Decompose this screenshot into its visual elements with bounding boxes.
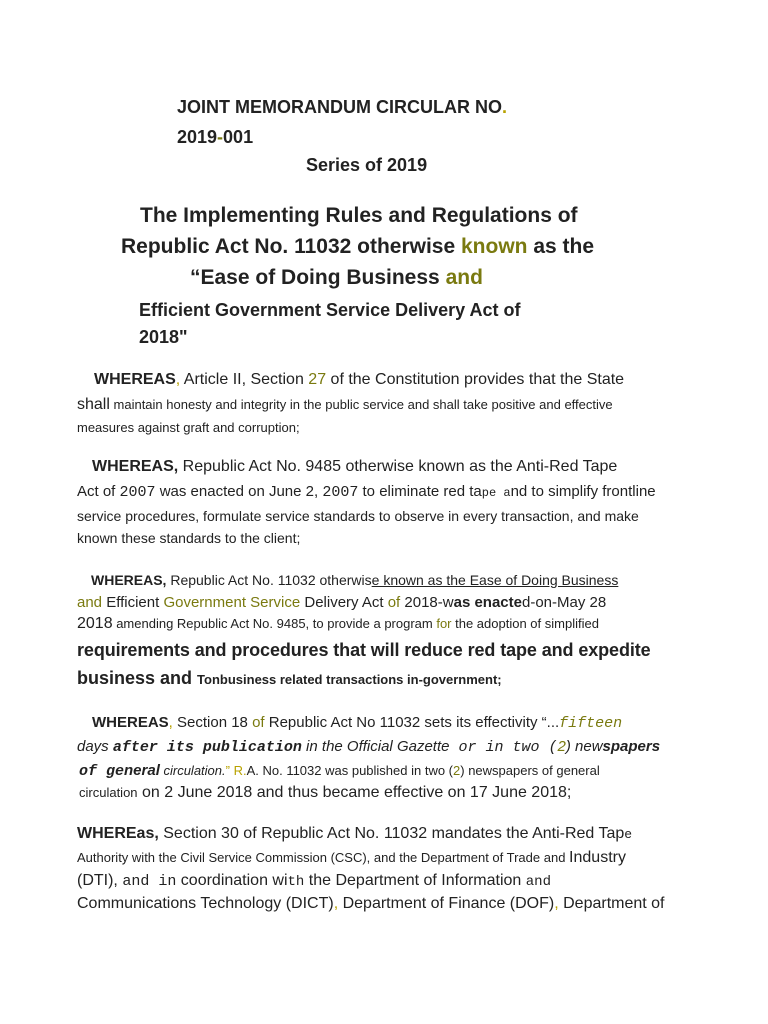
- p4-l3c: circulation.: [159, 763, 226, 778]
- title-line-2c: as the: [527, 235, 595, 258]
- title-line-2b: known: [461, 235, 528, 258]
- p5-l3c: coordination wi: [176, 872, 288, 889]
- title-line-2: [121, 235, 594, 259]
- p4-l3e: A. No. 11032 was published in two (: [246, 763, 454, 778]
- p4-l3d: ” R.: [225, 763, 247, 778]
- p5-l3e: the Department of Information: [304, 872, 526, 889]
- p5-l3d: th: [287, 874, 305, 890]
- p3-l2f: 2018-w: [400, 594, 454, 611]
- p3-l3c: for: [436, 616, 452, 631]
- p4-comma: ,: [168, 714, 173, 731]
- p3-l3a: 2018: [77, 615, 113, 632]
- title-line-1: The Implementing Rules and Regulations of: [140, 204, 578, 227]
- p5-l3a: (DTI),: [77, 872, 123, 889]
- p4-t1: Section 18: [172, 714, 253, 731]
- p4-l4b: on 2 June 2018 and thus became effective on 17 June 2018;: [137, 784, 572, 801]
- p2-l2f: pe a: [481, 486, 511, 500]
- p3-l2a: and: [77, 594, 103, 611]
- title-line-3a: “Ease of Doing Business: [190, 266, 446, 289]
- p5-line-4: [77, 895, 665, 913]
- p5-l4e: Department of: [558, 895, 665, 912]
- circular-number-year: 2019: [177, 127, 218, 147]
- p5-l2b: Industry: [569, 849, 626, 866]
- p2-line-4: known these standards to the client;: [77, 530, 301, 546]
- p3-line-4: requirements and procedures that will reduce red tape and expedite: [77, 640, 651, 660]
- p5-l3f: and: [525, 874, 551, 890]
- p5-l4b: ,: [333, 895, 339, 912]
- circular-number-seq: 001: [223, 127, 254, 147]
- p4-l3f: 2: [453, 763, 461, 778]
- p3-text-1: Republic Act No. 11032 otherwis: [166, 572, 372, 588]
- title-line-5: 2018": [139, 327, 188, 347]
- p4-line-4: [79, 784, 571, 802]
- p3-l5b: Tonbusiness related transactions in-government;: [197, 672, 502, 687]
- series-label: Series of 2019: [306, 155, 428, 175]
- p5-l4d: ,: [554, 895, 559, 912]
- p4-l2c: in the Official: [301, 738, 397, 755]
- p5-t1b: e: [624, 827, 633, 842]
- p3-l3d: the adoption of simplified: [451, 616, 599, 631]
- p4-l3g: ) newspapers of general: [460, 763, 600, 778]
- p4-l2e: or in two (: [449, 739, 558, 756]
- p3-l2d: Delivery Act: [300, 594, 388, 611]
- p4-l2d: Gazette: [396, 738, 450, 755]
- circular-number-dash: -: [217, 127, 224, 147]
- p1-text-1: Article II, Section: [180, 371, 309, 388]
- p5-l4c: Department of Finance (DOF): [338, 895, 555, 912]
- p4-l2a: days: [77, 738, 113, 755]
- p3-l2g: as enacte: [453, 594, 522, 611]
- p2-line-2: [77, 483, 656, 501]
- p2-l2d: 2007: [322, 484, 359, 501]
- p1-comma: ,: [175, 371, 181, 388]
- p5-l4a: Communications Technology (DICT): [77, 895, 334, 912]
- p4-l2f: 2: [557, 738, 566, 755]
- p5-line-2: [77, 849, 626, 867]
- p3-text-underlined: e known as the Ease of Doing Business: [371, 572, 619, 588]
- p1-line-3: measures against graft and corruption;: [77, 420, 300, 435]
- p3-line-3: [77, 615, 599, 633]
- circular-title: [177, 97, 507, 118]
- title-line-3b: and: [445, 266, 483, 289]
- p4-l3b: neral: [124, 762, 160, 779]
- p5-t1: Section 30 of Republic Act No. 11032 mandates the Anti-Red Tap: [158, 825, 625, 842]
- p3-l5a: business and: [77, 668, 198, 688]
- title-line-4: Efficient Government Service Delivery Act of: [139, 300, 521, 320]
- p5-l2a: Authority with the Civil Service Commission (CSC), and the Department of Trade and: [77, 850, 570, 865]
- p3-l2h: d-on-May 28: [522, 594, 607, 611]
- circular-number: [177, 127, 253, 148]
- p2-line-3: service procedures, formulate service standards to observe in every transaction, and make: [77, 508, 639, 524]
- p4-t1d: fifteen: [559, 715, 623, 732]
- p4-line-1: [92, 714, 622, 732]
- p2-l2e: to eliminate red ta: [358, 483, 482, 500]
- p5-line-3: [77, 872, 551, 890]
- circular-title-dot: .: [501, 97, 507, 117]
- p4-l2b: after its publication: [112, 739, 302, 756]
- p2-l2g: nd to simplify frontline: [510, 483, 656, 500]
- p3-l2e: of: [387, 594, 401, 611]
- title-line-2a: Republic Act No. 11032 otherwise: [121, 235, 461, 258]
- title-line-3: [190, 266, 483, 290]
- p4-t1c: Republic Act No 11032 sets its effectivity “...: [264, 714, 560, 731]
- p5-line-1: [77, 825, 632, 843]
- p4-t1b: of: [252, 714, 265, 731]
- circular-title-text: JOINT MEMORANDUM CIRCULAR NO: [177, 97, 502, 117]
- p4-l4a: circulation: [79, 785, 138, 800]
- p3-line-2: [77, 594, 606, 611]
- p1-text-2: of the Constitution provides that the State: [326, 371, 625, 388]
- p3-line-1: [91, 572, 618, 588]
- p5-l3b: and in: [122, 873, 177, 890]
- p4-l2h: spapers: [602, 738, 661, 755]
- p1-line-2a: shall: [77, 396, 110, 413]
- p4-line-2: [77, 738, 660, 756]
- p1-line-2b: maintain honesty and integrity in the public service and shall take positive and effective: [109, 397, 613, 412]
- p2-l2a: Act of: [77, 483, 120, 500]
- p1-whereas: WHEREAS: [94, 371, 176, 388]
- p4-whereas: WHEREAS: [92, 714, 169, 731]
- p2-l2b: 2007: [119, 484, 156, 501]
- p3-l2c: Government Service: [163, 594, 301, 611]
- p4-l2g: ) new: [565, 738, 603, 755]
- p2-line-1: [92, 458, 617, 476]
- p5-whereas: WHEREas,: [77, 825, 159, 842]
- p1-line-1: [94, 371, 624, 389]
- p4-line-3: [79, 762, 600, 780]
- p1-num: 27: [308, 371, 327, 388]
- p4-l3a: of ge: [79, 763, 125, 780]
- p2-text-1: Republic Act No. 9485 otherwise known as the Anti-Red Tape: [178, 458, 618, 475]
- p2-whereas: WHEREAS,: [92, 458, 179, 475]
- p1-line-2: [77, 396, 613, 414]
- p3-line-5: [77, 668, 502, 689]
- p2-l2c: was enacted on June 2,: [155, 483, 323, 500]
- p3-l2b: Efficient: [102, 594, 164, 611]
- p3-l3b: amending Republic Act No. 9485, to provide a program: [112, 616, 437, 631]
- p3-whereas: WHEREAS,: [91, 572, 167, 588]
